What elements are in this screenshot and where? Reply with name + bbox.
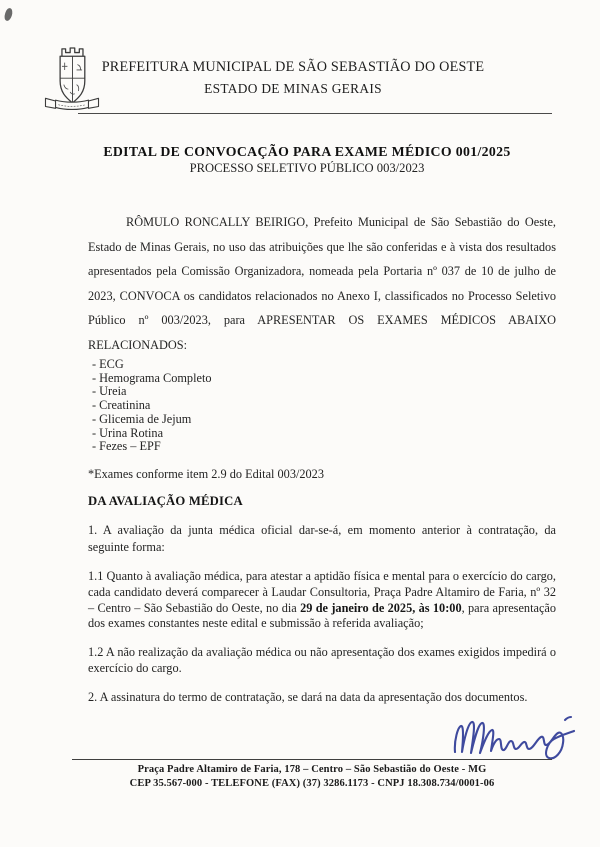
exam-list-item: - Hemograma Completo bbox=[92, 370, 212, 385]
clause-1: 1. A avaliação da junta médica oficial dar-se-á, em momento anterior à contratação, da seguinte forma: bbox=[88, 522, 556, 554]
section-heading: DA AVALIAÇÃO MÉDICA bbox=[88, 493, 243, 508]
document-subtitle: PROCESSO SELETIVO PÚBLICO 003/2023 bbox=[189, 161, 425, 175]
clause-1-1 bbox=[88, 569, 556, 632]
exam-list-item: - Fezes – EPF bbox=[92, 439, 161, 454]
exam-list-item: - Urina Rotina bbox=[92, 425, 164, 440]
coat-of-arms-icon bbox=[40, 44, 104, 116]
exam-list-item: - Ureia bbox=[92, 384, 127, 399]
exam-list-item: - ECG bbox=[92, 357, 124, 371]
clause-1-1-date: 29 de janeiro de 2025, às 10:00 bbox=[300, 600, 462, 615]
document-title: EDITAL DE CONVOCAÇÃO PARA EXAME MÉDICO 001/2025 bbox=[103, 144, 511, 159]
document-body bbox=[88, 210, 556, 706]
exams-note: *Exames conforme item 2.9 do Edital 003/2023 bbox=[88, 466, 324, 481]
signature-scribble bbox=[450, 710, 580, 764]
exam-list-item: - Creatinina bbox=[92, 398, 151, 413]
clause-1-1-text: 1.1 Quanto à avaliação médica, para atestar a aptidão física e mental para o exercício do cargo, cada candidato deverá comparecer à Laudar Consultoria, Praça Padre Altamiro de Faria, nº 32 – Centro – São Sebastião do Oeste, no dia bbox=[88, 568, 556, 615]
header-divider bbox=[78, 113, 552, 114]
intro-paragraph: RÔMULO RONCALLY BEIRIGO, Prefeito Municipal de São Sebastião do Oeste, Estado de Minas Gerais, no uso das atribuições que lhe são conferidas e à vista dos resultados apresentados pela Comissão Organizadora, nomeada pela Portaria nº 037 de 10 de julho de 2023, CONVOCA os candidatos relacionados no Anexo I, classificados no Processo Seletivo Público nº 003/2023, para APRESENTAR OS EXAMES MÉDICOS ABAIXO RELACIONADOS: bbox=[88, 215, 556, 352]
org-name: PREFEITURA MUNICIPAL DE SÃO SEBASTIÃO DO OESTE bbox=[101, 59, 485, 75]
clause-1-2: 1.2 A não realização da avaliação médica ou não apresentação dos exames exigidos impedirá o exercício do cargo. bbox=[88, 645, 556, 675]
exam-list-item: - Glicemia de Jejum bbox=[92, 411, 192, 426]
footer-address: Praça Padre Altamiro de Faria, 178 – Centro – São Sebastião do Oeste - MG bbox=[137, 764, 487, 775]
clause-1-1-tail: , para apresentação dos exames constantes neste edital e submissão à referida avaliação; bbox=[88, 600, 557, 631]
title-block bbox=[0, 143, 600, 176]
clause-2: 2. A assinatura do termo de contratação, se dará na data da apresentação dos documentos. bbox=[88, 689, 528, 704]
org-state: ESTADO DE MINAS GERAIS bbox=[204, 81, 382, 96]
footer-contact: CEP 35.567-000 - TELEFONE (FAX) (37) 3286.1173 - CNPJ 18.308.734/0001-06 bbox=[129, 777, 495, 789]
exam-list bbox=[88, 358, 556, 454]
footer bbox=[72, 759, 552, 791]
